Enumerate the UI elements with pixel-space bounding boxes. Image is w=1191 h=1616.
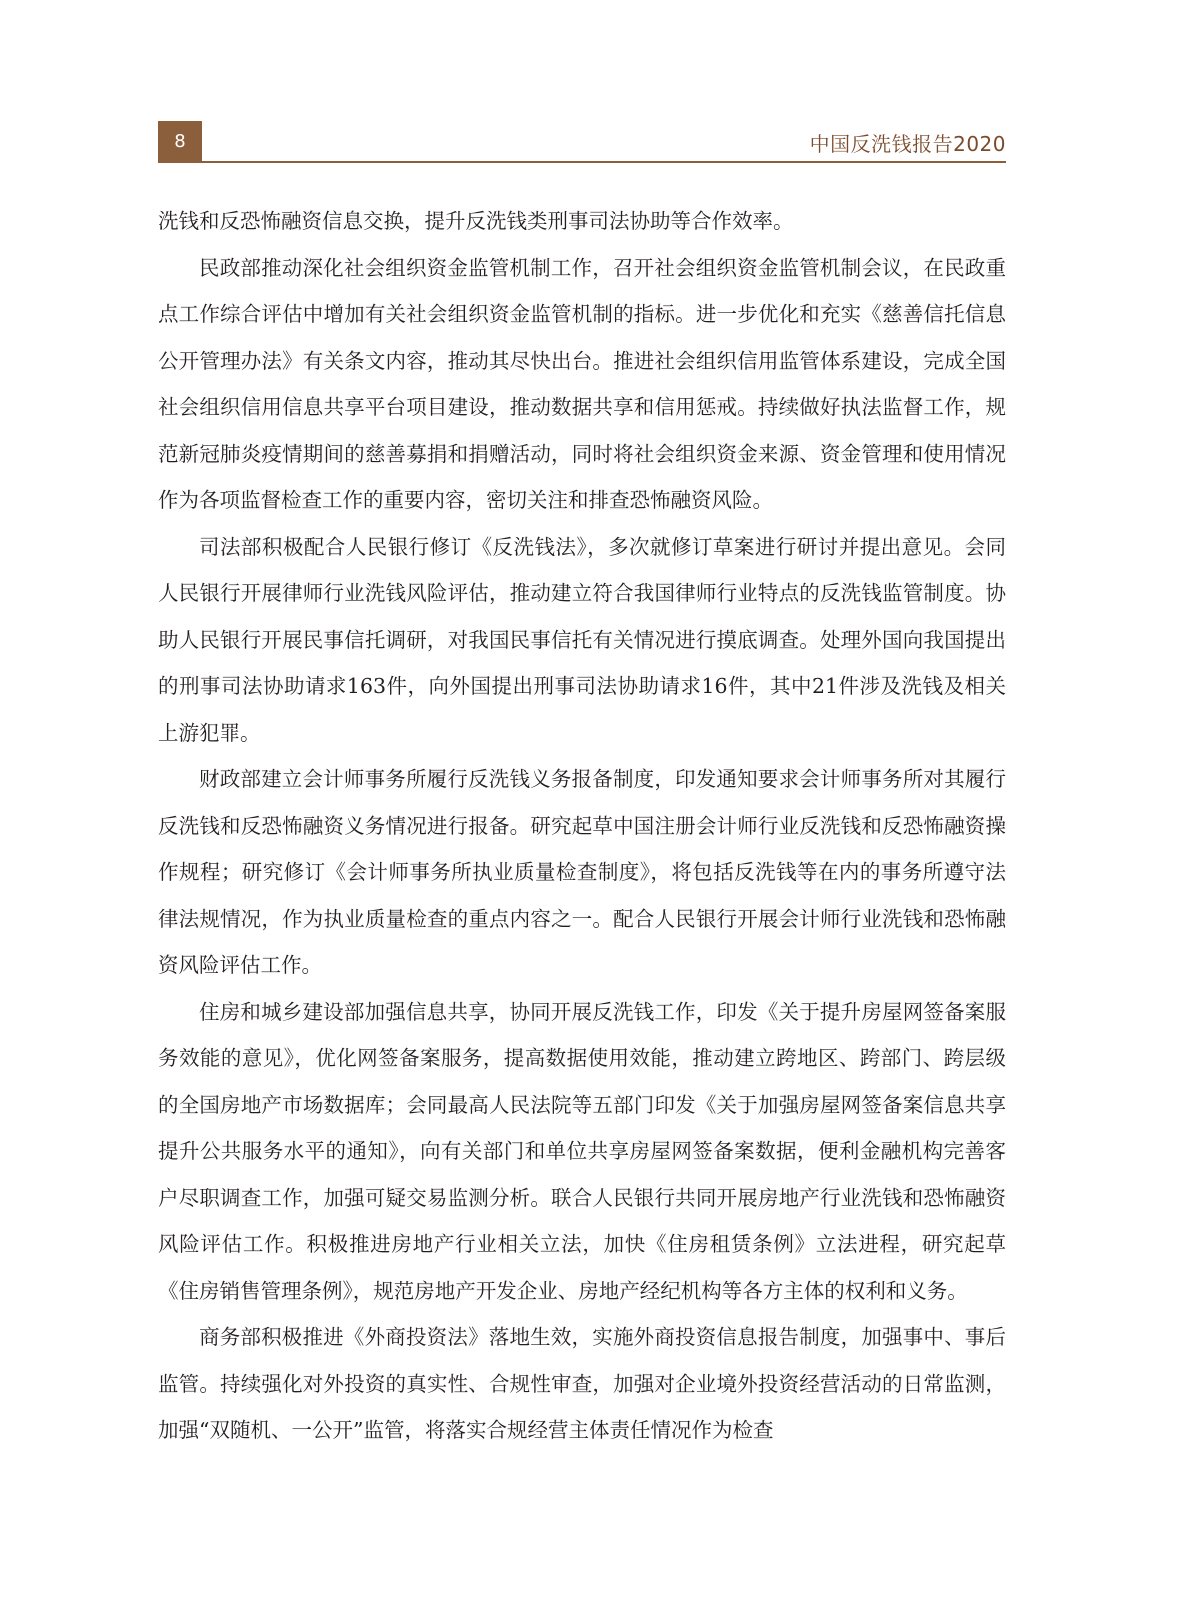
paragraph-commerce: 商务部积极推进《外商投资法》落地生效，实施外商投资信息报告制度，加强事中、事后监管。持续强化对外投资的真实性、合规性审查，加强对企业境外投资经营活动的日常监测，加强“双随机、一公开”监管，将落实合规经营主体责任情况作为检查	[158, 1325, 1006, 1442]
page-number: 8	[158, 121, 202, 161]
paragraph-housing: 住房和城乡建设部加强信息共享，协同开展反洗钱工作，印发《关于提升房屋网签备案服务效能的意见》，优化网签备案服务，提高数据使用效能，推动建立跨地区、跨部门、跨层级的全国房地产市场数据库；会同最高人民法院等五部门印发《关于加强房屋网签备案信息共享提升公共服务水平的通知》，向有关部门和单位共享房屋网签备案数据，便利金融机构完善客户尽职调查工作，加强可疑交易监测分析。联合人民银行共同开展房地产行业洗钱和恐怖融资风险评估工作。积极推进房地产行业相关立法，加快《住房租赁条例》立法进程，研究起草《住房销售管理条例》，规范房地产开发企业、房地产经纪机构等各方主体的权利和义务。	[158, 999, 1006, 1303]
body-text	[158, 198, 1006, 1454]
page-header	[158, 121, 1006, 163]
paragraph-finance: 财政部建立会计师事务所履行反洗钱义务报备制度，印发通知要求会计师事务所对其履行反洗钱和反恐怖融资义务情况进行报备。研究起草中国注册会计师行业反洗钱和反恐怖融资操作规程；研究修订《会计师事务所执业质量检查制度》，将包括反洗钱等在内的事务所遵守法律法规情况，作为执业质量检查的重点内容之一。配合人民银行开展会计师行业洗钱和恐怖融资风险评估工作。	[158, 767, 1006, 977]
running-title: 中国反洗钱报告2020	[809, 132, 1006, 156]
paragraph-justice: 司法部积极配合人民银行修订《反洗钱法》，多次就修订草案进行研讨并提出意见。会同人民银行开展律师行业洗钱风险评估，推动建立符合我国律师行业特点的反洗钱监管制度。协助人民银行开展民事信托调研，对我国民事信托有关情况进行摸底调查。处理外国向我国提出的刑事司法协助请求163件，向外国提出刑事司法协助请求16件，其中21件涉及洗钱及相关上游犯罪。	[158, 534, 1006, 745]
paragraph-civil-affairs: 民政部推动深化社会组织资金监管机制工作，召开社会组织资金监管机制会议，在民政重点工作综合评估中增加有关社会组织资金监管机制的指标。进一步优化和充实《慈善信托信息公开管理办法》有关条文内容，推动其尽快出台。推进社会组织信用监管体系建设，完成全国社会组织信用信息共享平台项目建设，推动数据共享和信用惩戒。持续做好执法监督工作，规范新冠肺炎疫情期间的慈善募捐和捐赠活动，同时将社会组织资金来源、资金管理和使用情况作为各项监督检查工作的重要内容，密切关注和排查恐怖融资风险。	[158, 255, 1006, 512]
paragraph-continuation: 洗钱和反恐怖融资信息交换，提升反洗钱类刑事司法协助等合作效率。	[158, 209, 794, 233]
